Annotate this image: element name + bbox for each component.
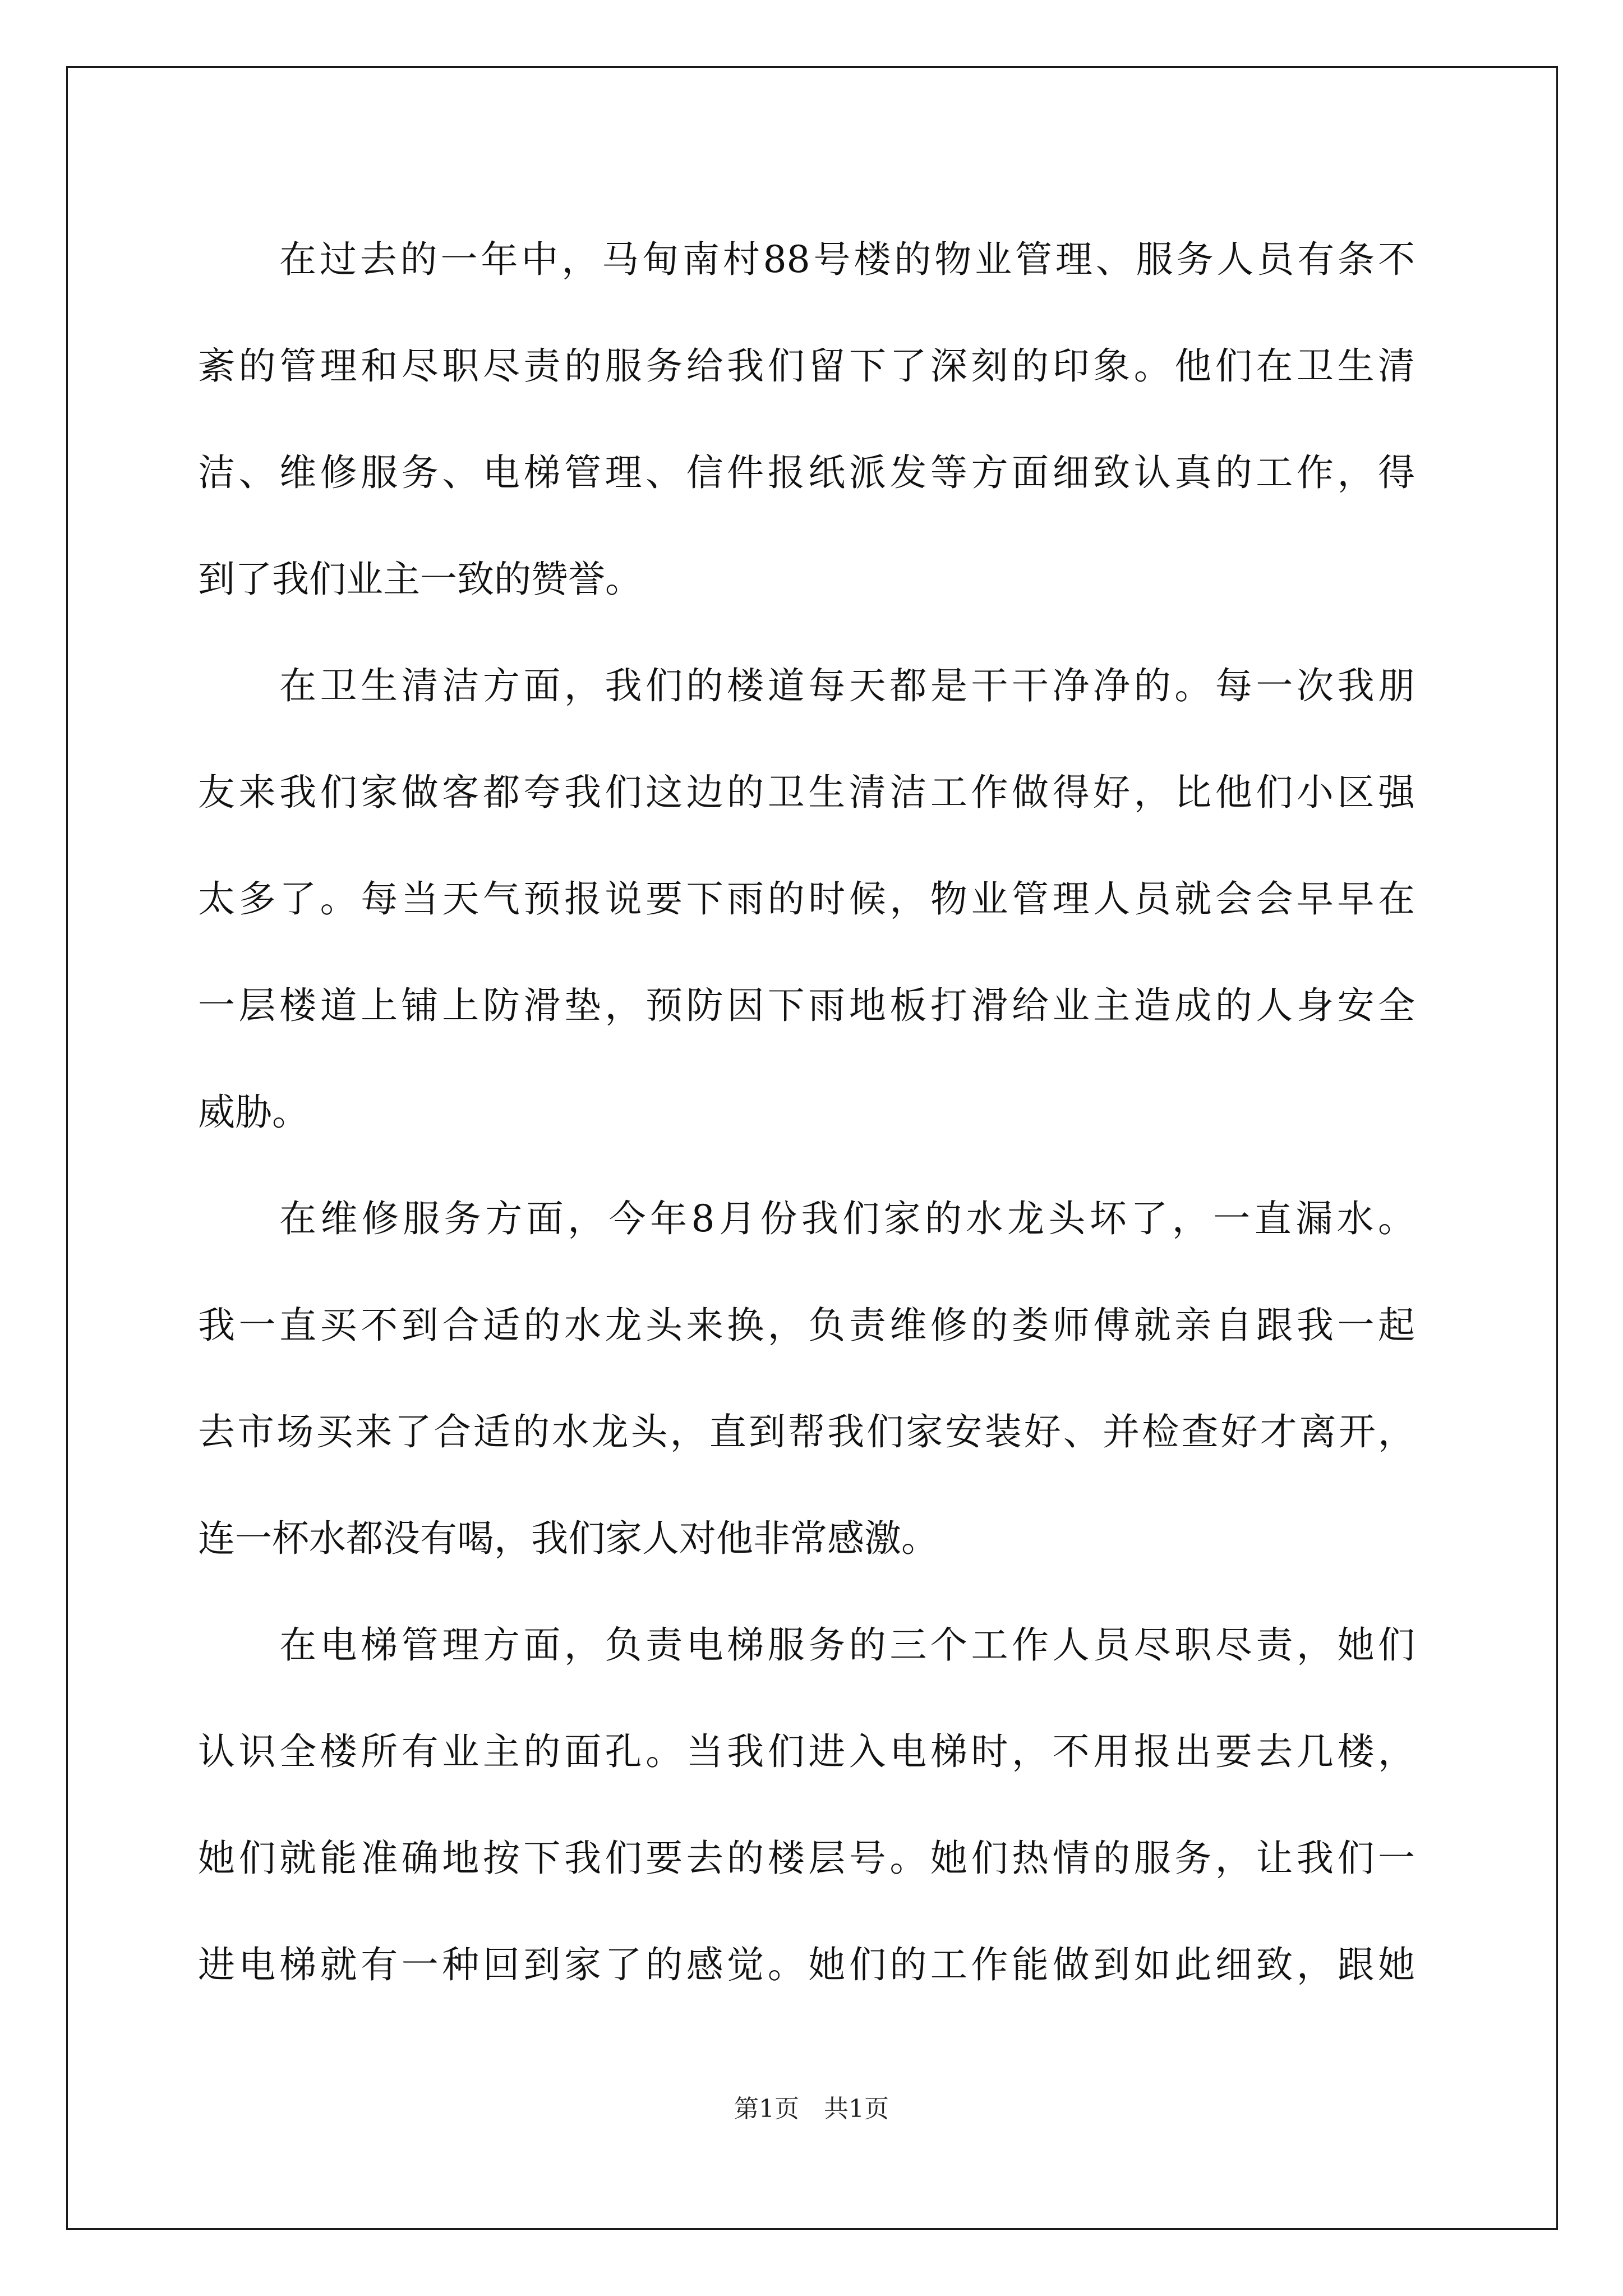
paragraph-4-line-3: 她们就能准确地按下我们要去的楼层号。她们热情的服务，让我们一 — [198, 1837, 1415, 1880]
paragraph-3-line-4: 连一杯水都没有喝，我们家人对他非常感激。 — [198, 1517, 938, 1560]
paragraph-2-line-1: 在卫生清洁方面，我们的楼道每天都是干干净净的。每一次我朋 — [279, 664, 1415, 707]
paragraph-3-line-1: 在维修服务方面，今年8月份我们家的水龙头坏了，一直漏水。 — [279, 1197, 1415, 1240]
document-body — [198, 206, 1415, 2018]
paragraph-4-line-2: 认识全楼所有业主的面孔。当我们进入电梯时，不用报出要去几楼， — [198, 1730, 1415, 1773]
paragraph-1-line-2: 紊的管理和尽职尽责的服务给我们留下了深刻的印象。他们在卫生清 — [198, 344, 1415, 388]
paragraph-2-line-3: 太多了。每当天气预报说要下雨的时候，物业管理人员就会会早早在 — [198, 877, 1415, 921]
paragraph-2-line-5: 威胁。 — [198, 1091, 309, 1134]
paragraph-2-line-4: 一层楼道上铺上防滑垫，预防因下雨地板打滑给业主造成的人身安全 — [198, 984, 1415, 1027]
paragraph-1-line-1: 在过去的一年中，马甸南村88号楼的物业管理、服务人员有条不 — [279, 238, 1415, 281]
paragraph-1-line-4: 到了我们业主一致的赞誉。 — [198, 558, 642, 601]
paragraph-3-line-3: 去市场买来了合适的水龙头，直到帮我们家安装好、并检查好才离开， — [198, 1410, 1415, 1453]
paragraph-4-line-4: 进电梯就有一种回到家了的感觉。她们的工作能做到如此细致，跟她 — [198, 1943, 1415, 1986]
paragraph-4-line-1: 在电梯管理方面，负责电梯服务的三个工作人员尽职尽责，她们 — [279, 1623, 1415, 1667]
paragraph-3-line-2: 我一直买不到合适的水龙头来换，负责维修的娄师傅就亲自跟我一起 — [198, 1304, 1415, 1347]
paragraph-1-line-3: 洁、维修服务、电梯管理、信件报纸派发等方面细致认真的工作，得 — [198, 451, 1415, 494]
paragraph-2-line-2: 友来我们家做客都夸我们这边的卫生清洁工作做得好，比他们小区强 — [198, 771, 1415, 814]
page-number-footer: 第1页 共1页 — [734, 2095, 889, 2123]
